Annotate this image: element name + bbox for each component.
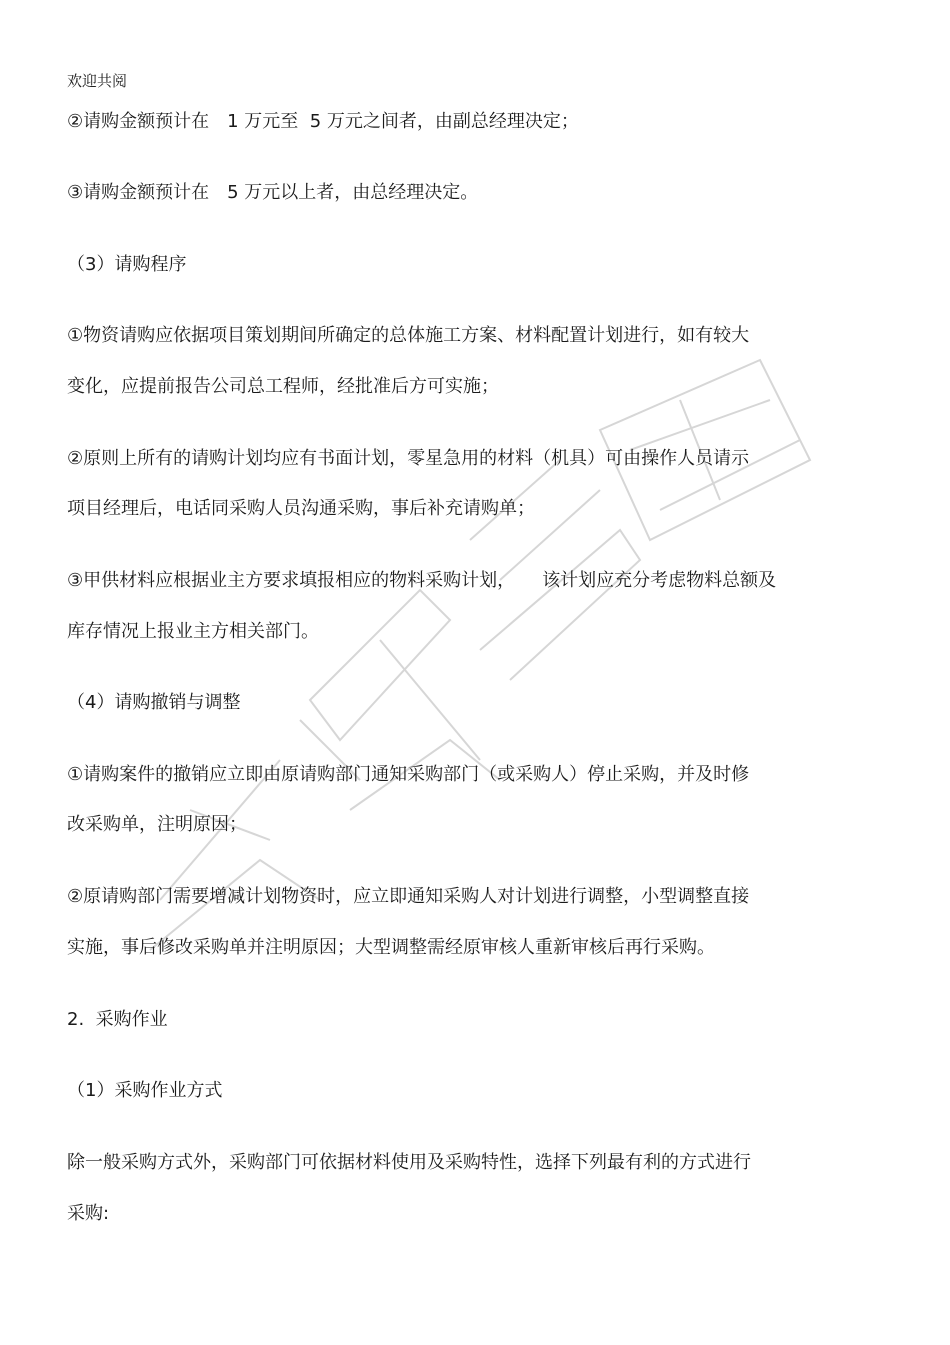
text-line: 改采购单，注明原因； bbox=[67, 814, 247, 835]
text-line: ③请购金额预计在 5 万元以上者，由总经理决定。 bbox=[67, 182, 479, 203]
text-line: ③甲供材料应根据业主方要求填报相应的物料采购计划， 该计划应充分考虑物料总额及 bbox=[67, 570, 777, 591]
section-heading: （3）请购程序 bbox=[67, 254, 187, 275]
text-line: ①物资请购应依据项目策划期间所确定的总体施工方案、材料配置计划进行，如有较大 bbox=[67, 325, 750, 346]
text-line: ②原请购部门需要增减计划物资时，应立即通知采购人对计划进行调整，小型调整直接 bbox=[67, 886, 750, 907]
text-line: 变化，应提前报告公司总工程师，经批准后方可实施； bbox=[67, 376, 499, 397]
header-note: 欢迎共阅 bbox=[67, 72, 128, 90]
section-heading: （1）采购作业方式 bbox=[67, 1080, 223, 1101]
text-line: 除一般采购方式外，采购部门可依据材料使用及采购特性，选择下列最有利的方式进行 bbox=[67, 1152, 751, 1173]
text-line: ①请购案件的撤销应立即由原请购部门通知采购部门（或采购人）停止采购，并及时修 bbox=[67, 764, 750, 785]
text-line: 库存情况上报业主方相关部门。 bbox=[67, 621, 319, 642]
section-heading: （4）请购撤销与调整 bbox=[67, 692, 241, 713]
text-line: ②原则上所有的请购计划均应有书面计划，零星急用的材料（机具）可由操作人员请示 bbox=[67, 448, 750, 469]
text-line: ②请购金额预计在 1 万元至 5 万元之间者，由副总经理决定； bbox=[67, 111, 579, 132]
text-line: 采购: bbox=[67, 1203, 110, 1224]
section-heading: 2. 采购作业 bbox=[67, 1009, 168, 1030]
text-line: 实施，事后修改采购单并注明原因；大型调整需经原审核人重新审核后再行采购。 bbox=[67, 937, 715, 958]
text-line: 项目经理后，电话同采购人员沟通采购，事后补充请购单； bbox=[67, 498, 535, 519]
